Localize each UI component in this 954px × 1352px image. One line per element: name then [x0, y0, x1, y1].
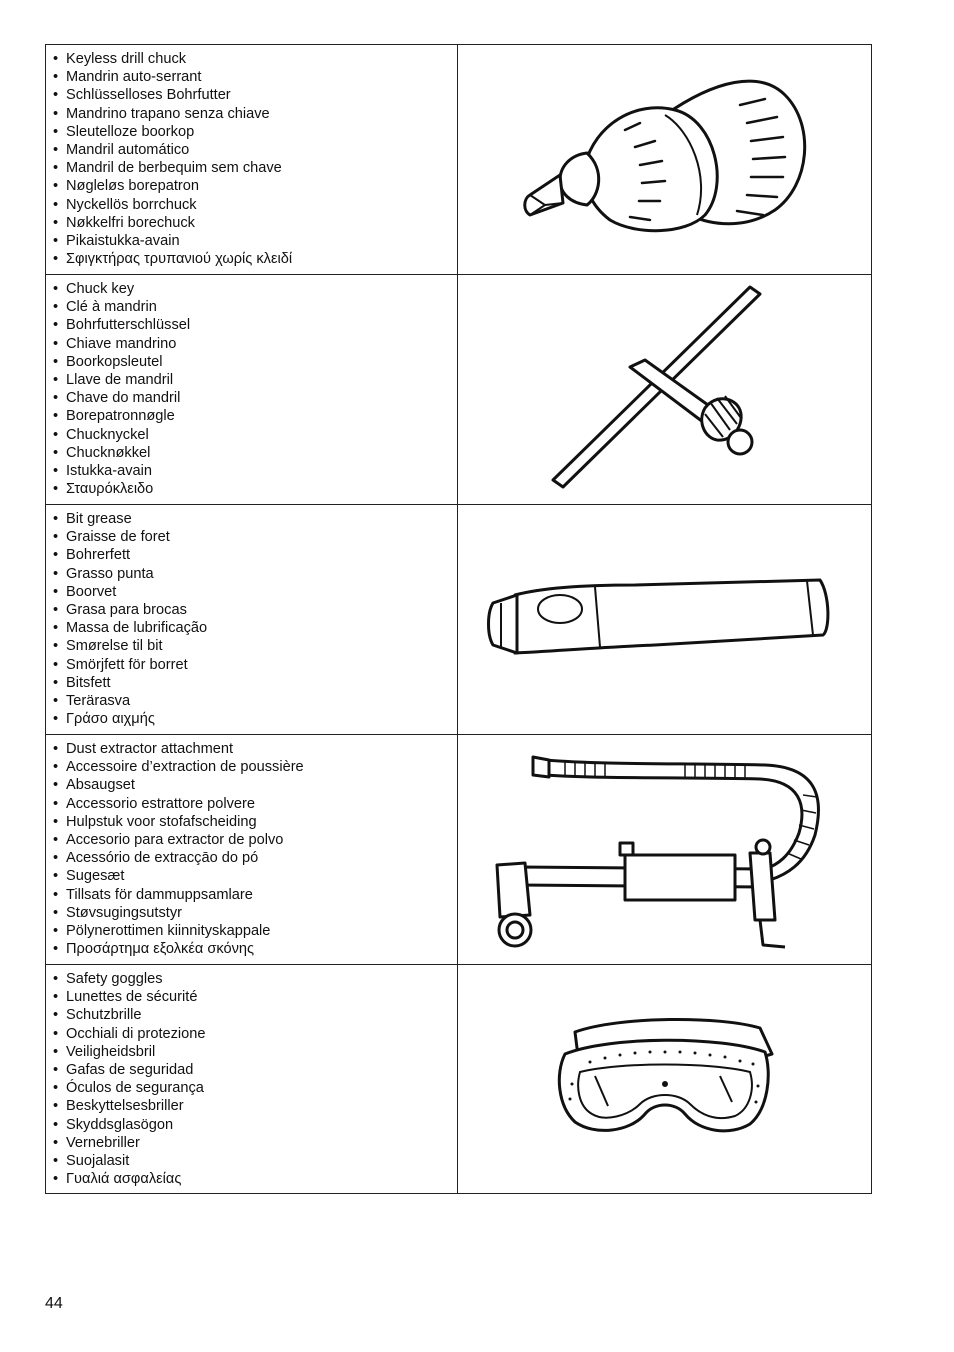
list-item: • Σταυρόκλειδο — [52, 480, 457, 498]
list-item: • Chucknyckel — [52, 426, 457, 444]
list-item: • Bit grease — [52, 510, 457, 528]
list-item: • Gafas de seguridad — [52, 1061, 457, 1079]
dust-extractor-icon — [485, 745, 845, 955]
list-item: • Keyless drill chuck — [52, 50, 457, 68]
accessory-image-cell — [458, 735, 872, 964]
table-row — [46, 275, 872, 505]
list-item: • Clé à mandrin — [52, 298, 457, 316]
accessory-name-list — [52, 510, 457, 728]
list-item: • Mandrino trapano senza chiave — [52, 105, 457, 123]
list-item: • Llave de mandril — [52, 371, 457, 389]
list-item: • Schlüsselloses Bohrfutter — [52, 86, 457, 104]
chuck-key-icon — [545, 282, 785, 497]
accessory-names-cell — [46, 965, 458, 1193]
list-item: • Bitsfett — [52, 674, 457, 692]
list-item: • Sleutelloze boorkop — [52, 123, 457, 141]
list-item: • Σφιγκτήρας τρυπανιού χωρίς κλειδί — [52, 250, 457, 268]
list-item: • Grasso punta — [52, 565, 457, 583]
list-item: • Γυαλιά ασφαλείας — [52, 1170, 457, 1188]
list-item: • Graisse de foret — [52, 528, 457, 546]
list-item: • Dust extractor attachment — [52, 740, 457, 758]
list-item: • Smørelse til bit — [52, 637, 457, 655]
list-item: • Schutzbrille — [52, 1006, 457, 1024]
table-row — [46, 735, 872, 965]
accessories-table — [45, 44, 872, 1194]
list-item: • Bohrerfett — [52, 546, 457, 564]
accessory-names-cell — [46, 45, 458, 274]
list-item: • Pölynerottimen kiinnityskappale — [52, 922, 457, 940]
list-item: • Veiligheidsbril — [52, 1043, 457, 1061]
list-item: • Smörjfett för borret — [52, 656, 457, 674]
accessory-name-list — [52, 740, 457, 958]
list-item: • Acessório de extracçāo do pó — [52, 849, 457, 867]
list-item: • Terärasva — [52, 692, 457, 710]
list-item: • Accesorio para extractor de polvo — [52, 831, 457, 849]
list-item: • Mandril automático — [52, 141, 457, 159]
accessory-image-cell — [458, 505, 872, 734]
list-item: • Beskyttelsesbriller — [52, 1097, 457, 1115]
list-item: • Safety goggles — [52, 970, 457, 988]
list-item: • Chave do mandril — [52, 389, 457, 407]
list-item: • Mandril de berbequim sem chave — [52, 159, 457, 177]
table-row — [46, 45, 872, 275]
list-item: • Óculos de segurança — [52, 1079, 457, 1097]
list-item: • Nyckellös borrchuck — [52, 196, 457, 214]
drill-chuck-icon — [515, 75, 815, 245]
table-row — [46, 965, 872, 1194]
grease-tube-icon — [485, 575, 845, 665]
accessory-image-cell — [458, 45, 872, 274]
list-item: • Istukka-avain — [52, 462, 457, 480]
list-item: • Grasa para brocas — [52, 601, 457, 619]
list-item: • Absaugset — [52, 776, 457, 794]
accessory-names-cell — [46, 735, 458, 964]
list-item: • Occhiali di protezione — [52, 1025, 457, 1043]
list-item: • Borepatronnøgle — [52, 407, 457, 425]
list-item: • Suojalasit — [52, 1152, 457, 1170]
list-item: • Chiave mandrino — [52, 335, 457, 353]
accessory-image-cell — [458, 275, 872, 504]
list-item: • Tillsats för dammuppsamlare — [52, 886, 457, 904]
accessory-name-list — [52, 280, 457, 498]
list-item: • Skyddsglasögon — [52, 1116, 457, 1134]
list-item: • Γράσο αιχμής — [52, 710, 457, 728]
list-item: • Accessoire d’extraction de poussière — [52, 758, 457, 776]
list-item: • Lunettes de sécurité — [52, 988, 457, 1006]
accessory-name-list — [52, 970, 457, 1188]
list-item: • Massa de lubrificação — [52, 619, 457, 637]
page-number: 44 — [45, 1295, 63, 1312]
list-item: • Bohrfutterschlüssel — [52, 316, 457, 334]
safety-goggles-icon — [550, 1014, 780, 1144]
list-item: • Hulpstuk voor stofafscheiding — [52, 813, 457, 831]
table-row — [46, 505, 872, 735]
list-item: • Προσάρτημα εξολκέα σκόνης — [52, 940, 457, 958]
accessory-image-cell — [458, 965, 872, 1193]
list-item: • Mandrin auto-serrant — [52, 68, 457, 86]
list-item: • Nøgleløs borepatron — [52, 177, 457, 195]
list-item: • Accessorio estrattore polvere — [52, 795, 457, 813]
list-item: • Boorkopsleutel — [52, 353, 457, 371]
accessory-names-cell — [46, 275, 458, 504]
list-item: • Vernebriller — [52, 1134, 457, 1152]
list-item: • Pikaistukka-avain — [52, 232, 457, 250]
list-item: • Chucknøkkel — [52, 444, 457, 462]
accessory-name-list — [52, 50, 457, 268]
list-item: • Boorvet — [52, 583, 457, 601]
list-item: • Nøkkelfri borechuck — [52, 214, 457, 232]
list-item: • Chuck key — [52, 280, 457, 298]
accessory-names-cell — [46, 505, 458, 734]
list-item: • Støvsugingsutstyr — [52, 904, 457, 922]
list-item: • Sugesæt — [52, 867, 457, 885]
